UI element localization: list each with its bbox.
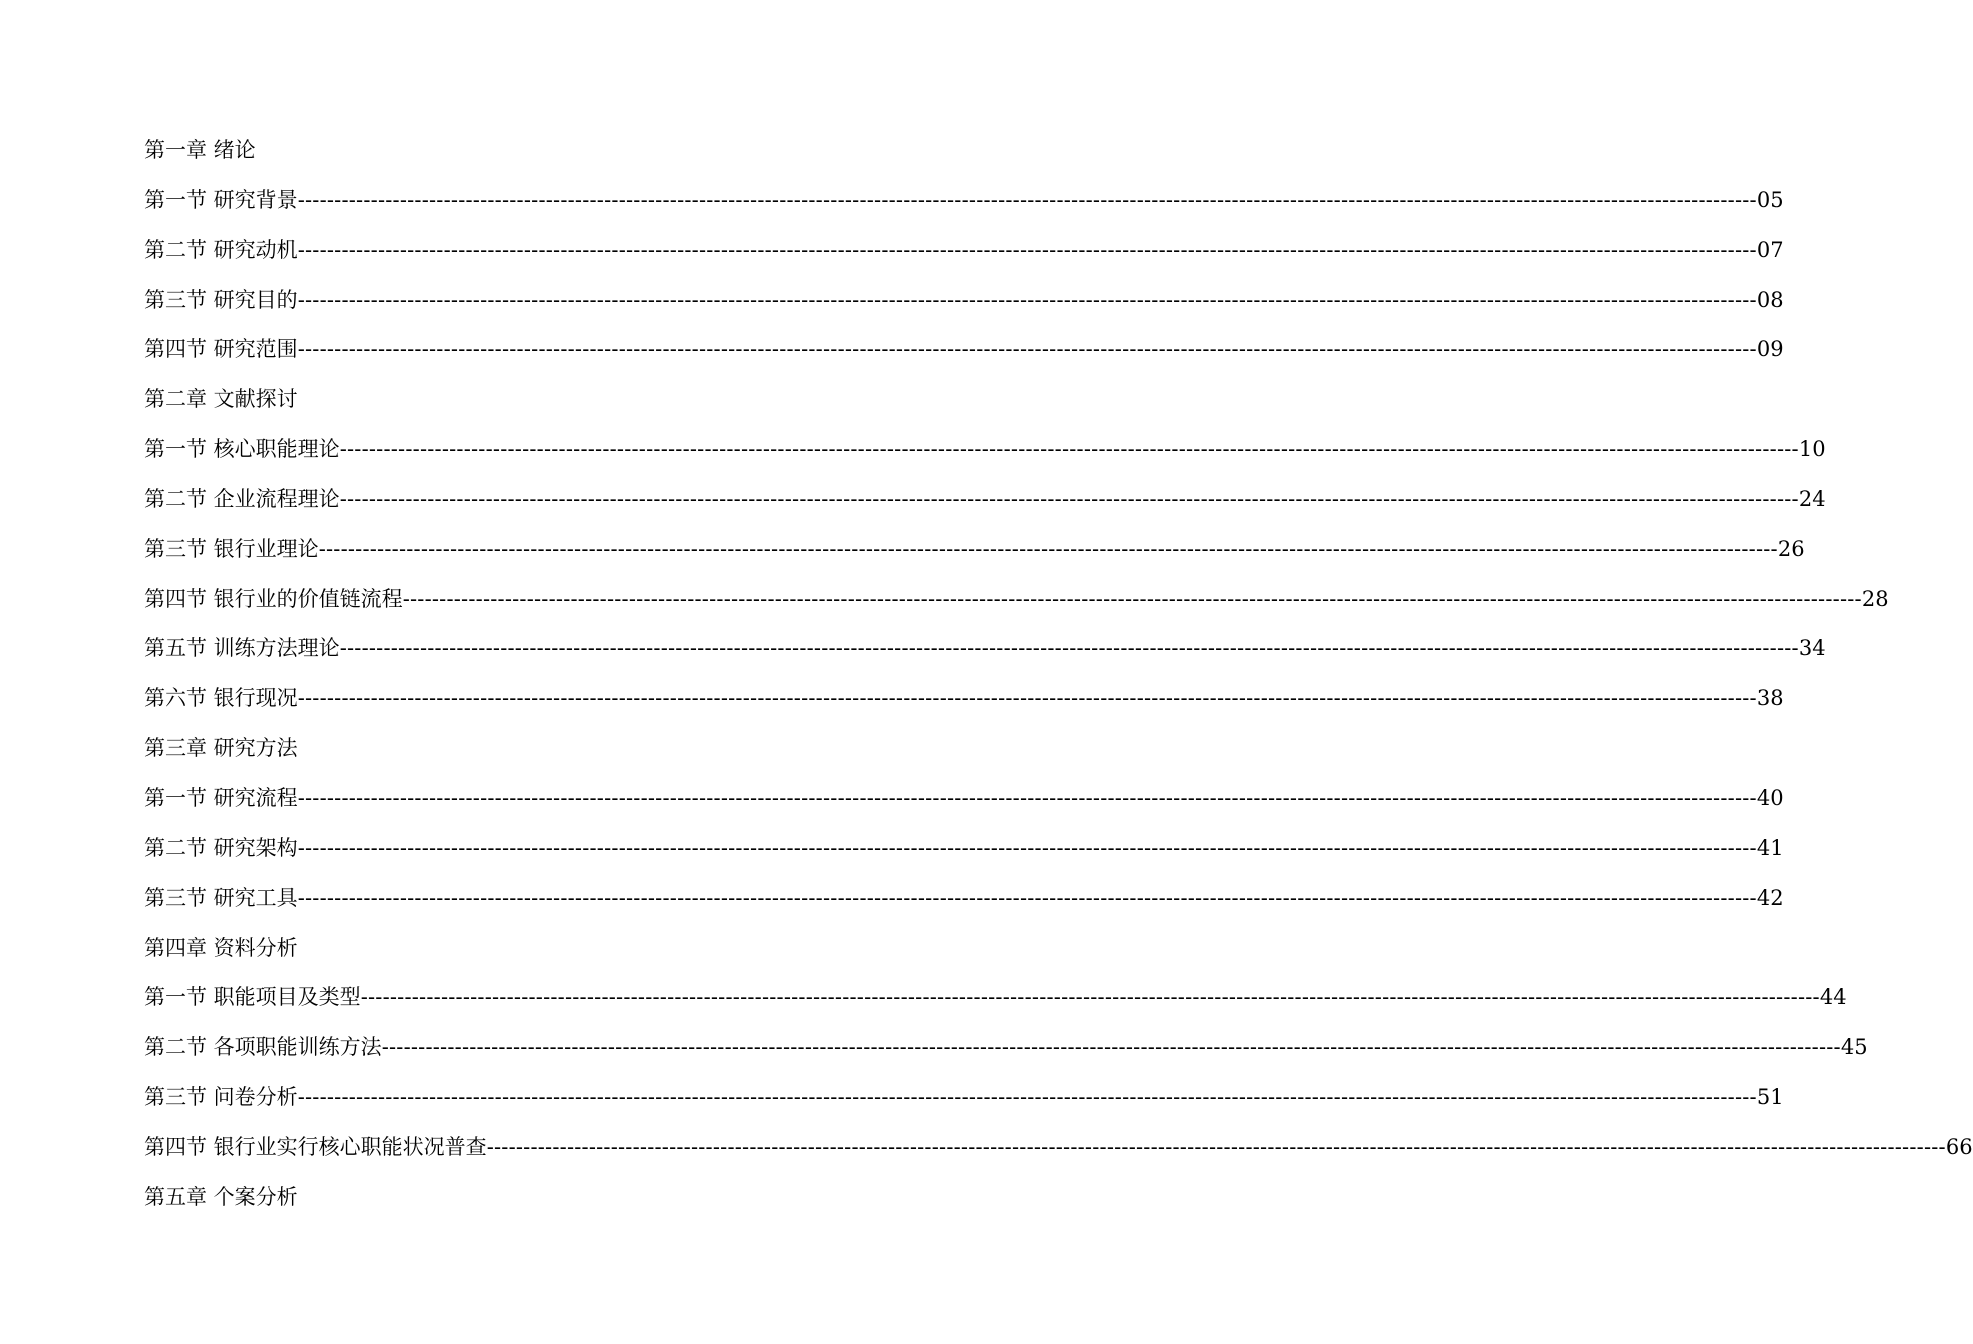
section-title: 第二节 各项职能训练方法 [144, 1035, 382, 1060]
section-title: 第三节 问卷分析 [144, 1085, 298, 1110]
chapter-title: 第四章 资料分析 [144, 935, 298, 960]
page-number: 05 [1756, 187, 1784, 212]
section-title: 第二节 企业流程理论 [144, 486, 340, 511]
toc-section-entry [144, 578, 1889, 628]
page-number: 41 [1756, 835, 1784, 860]
section-title: 第二节 研究架构 [144, 835, 298, 860]
page-number: 40 [1756, 785, 1784, 810]
dot-leader: -------------------------------------------------------------------------------------------------------------------------------------------------------------------------------------------------------- [486, 1134, 1946, 1159]
toc-section-entry [144, 478, 1826, 528]
toc-section-entry [144, 428, 1826, 478]
dot-leader: -------------------------------------------------------------------------------------------------------------------------------------------------------------------------------------------------------- [297, 686, 1757, 711]
dot-leader: -------------------------------------------------------------------------------------------------------------------------------------------------------------------------------------------------------- [318, 536, 1778, 561]
dot-leader: -------------------------------------------------------------------------------------------------------------------------------------------------------------------------------------------------------- [297, 287, 1757, 312]
toc-section-entry [144, 677, 1784, 727]
section-title: 第四节 银行业实行核心职能状况普查 [144, 1134, 487, 1159]
page-number: 09 [1756, 337, 1784, 362]
section-title: 第三节 银行业理论 [144, 536, 319, 561]
toc-chapter-heading [144, 727, 746, 777]
toc-chapter-heading [144, 378, 746, 428]
dot-leader: -------------------------------------------------------------------------------------------------------------------------------------------------------------------------------------------------------- [297, 885, 1757, 910]
toc-section-entry [144, 827, 1784, 877]
dot-leader: -------------------------------------------------------------------------------------------------------------------------------------------------------------------------------------------------------- [297, 237, 1757, 262]
toc-chapter-heading [144, 1176, 746, 1226]
section-title: 第二节 研究动机 [144, 237, 298, 262]
section-title: 第一节 职能项目及类型 [144, 985, 361, 1010]
chapter-title: 第二章 文献探讨 [144, 387, 298, 412]
section-title: 第四节 研究范围 [144, 337, 298, 362]
chapter-title: 第三章 研究方法 [144, 736, 298, 761]
section-title: 第三节 研究工具 [144, 885, 298, 910]
page-number: 24 [1798, 486, 1826, 511]
page-number: 07 [1756, 237, 1784, 262]
page-number: 51 [1756, 1085, 1784, 1110]
toc-section-entry [144, 627, 1826, 677]
section-title: 第四节 银行业的价值链流程 [144, 586, 403, 611]
dot-leader: -------------------------------------------------------------------------------------------------------------------------------------------------------------------------------------------------------- [297, 187, 1757, 212]
section-title: 第一节 研究流程 [144, 785, 298, 810]
dot-leader: -------------------------------------------------------------------------------------------------------------------------------------------------------------------------------------------------------- [339, 486, 1799, 511]
page-number: 10 [1798, 437, 1826, 462]
section-title: 第三节 研究目的 [144, 287, 298, 312]
page-number: 42 [1756, 885, 1784, 910]
toc-section-entry [144, 877, 1784, 927]
table-of-contents [144, 129, 1973, 1226]
chapter-title: 第五章 个案分析 [144, 1184, 298, 1209]
toc-chapter-heading [144, 129, 746, 179]
toc-section-entry [144, 1026, 1868, 1076]
page-number: 26 [1777, 536, 1805, 561]
toc-section-entry [144, 528, 1805, 578]
chapter-title: 第一章 绪论 [144, 138, 256, 162]
toc-section-entry [144, 328, 1784, 378]
page-number: 08 [1756, 287, 1784, 312]
dot-leader: -------------------------------------------------------------------------------------------------------------------------------------------------------------------------------------------------------- [297, 835, 1757, 860]
dot-leader: -------------------------------------------------------------------------------------------------------------------------------------------------------------------------------------------------------- [297, 337, 1757, 362]
page-number: 38 [1756, 686, 1784, 711]
page-number: 28 [1861, 586, 1889, 611]
page-number: 66 [1945, 1134, 1973, 1159]
section-title: 第六节 银行现况 [144, 686, 298, 711]
dot-leader: -------------------------------------------------------------------------------------------------------------------------------------------------------------------------------------------------------- [360, 985, 1820, 1010]
dot-leader: -------------------------------------------------------------------------------------------------------------------------------------------------------------------------------------------------------- [381, 1035, 1841, 1060]
section-title: 第五节 训练方法理论 [144, 636, 340, 661]
toc-chapter-heading [144, 927, 746, 977]
page-number: 45 [1840, 1035, 1868, 1060]
page-number: 44 [1819, 985, 1847, 1010]
dot-leader: -------------------------------------------------------------------------------------------------------------------------------------------------------------------------------------------------------- [402, 586, 1862, 611]
toc-section-entry [144, 976, 1847, 1026]
toc-section-entry [144, 179, 1784, 229]
section-title: 第一节 核心职能理论 [144, 437, 340, 462]
toc-section-entry [144, 279, 1784, 329]
dot-leader: -------------------------------------------------------------------------------------------------------------------------------------------------------------------------------------------------------- [297, 785, 1757, 810]
toc-section-entry [144, 1076, 1784, 1126]
section-title: 第一节 研究背景 [144, 187, 298, 212]
dot-leader: -------------------------------------------------------------------------------------------------------------------------------------------------------------------------------------------------------- [339, 437, 1799, 462]
page-number: 34 [1798, 636, 1826, 661]
toc-section-entry [144, 229, 1784, 279]
toc-section-entry [144, 1126, 1973, 1176]
dot-leader: -------------------------------------------------------------------------------------------------------------------------------------------------------------------------------------------------------- [339, 636, 1799, 661]
dot-leader: -------------------------------------------------------------------------------------------------------------------------------------------------------------------------------------------------------- [297, 1085, 1757, 1110]
toc-section-entry [144, 777, 1784, 827]
